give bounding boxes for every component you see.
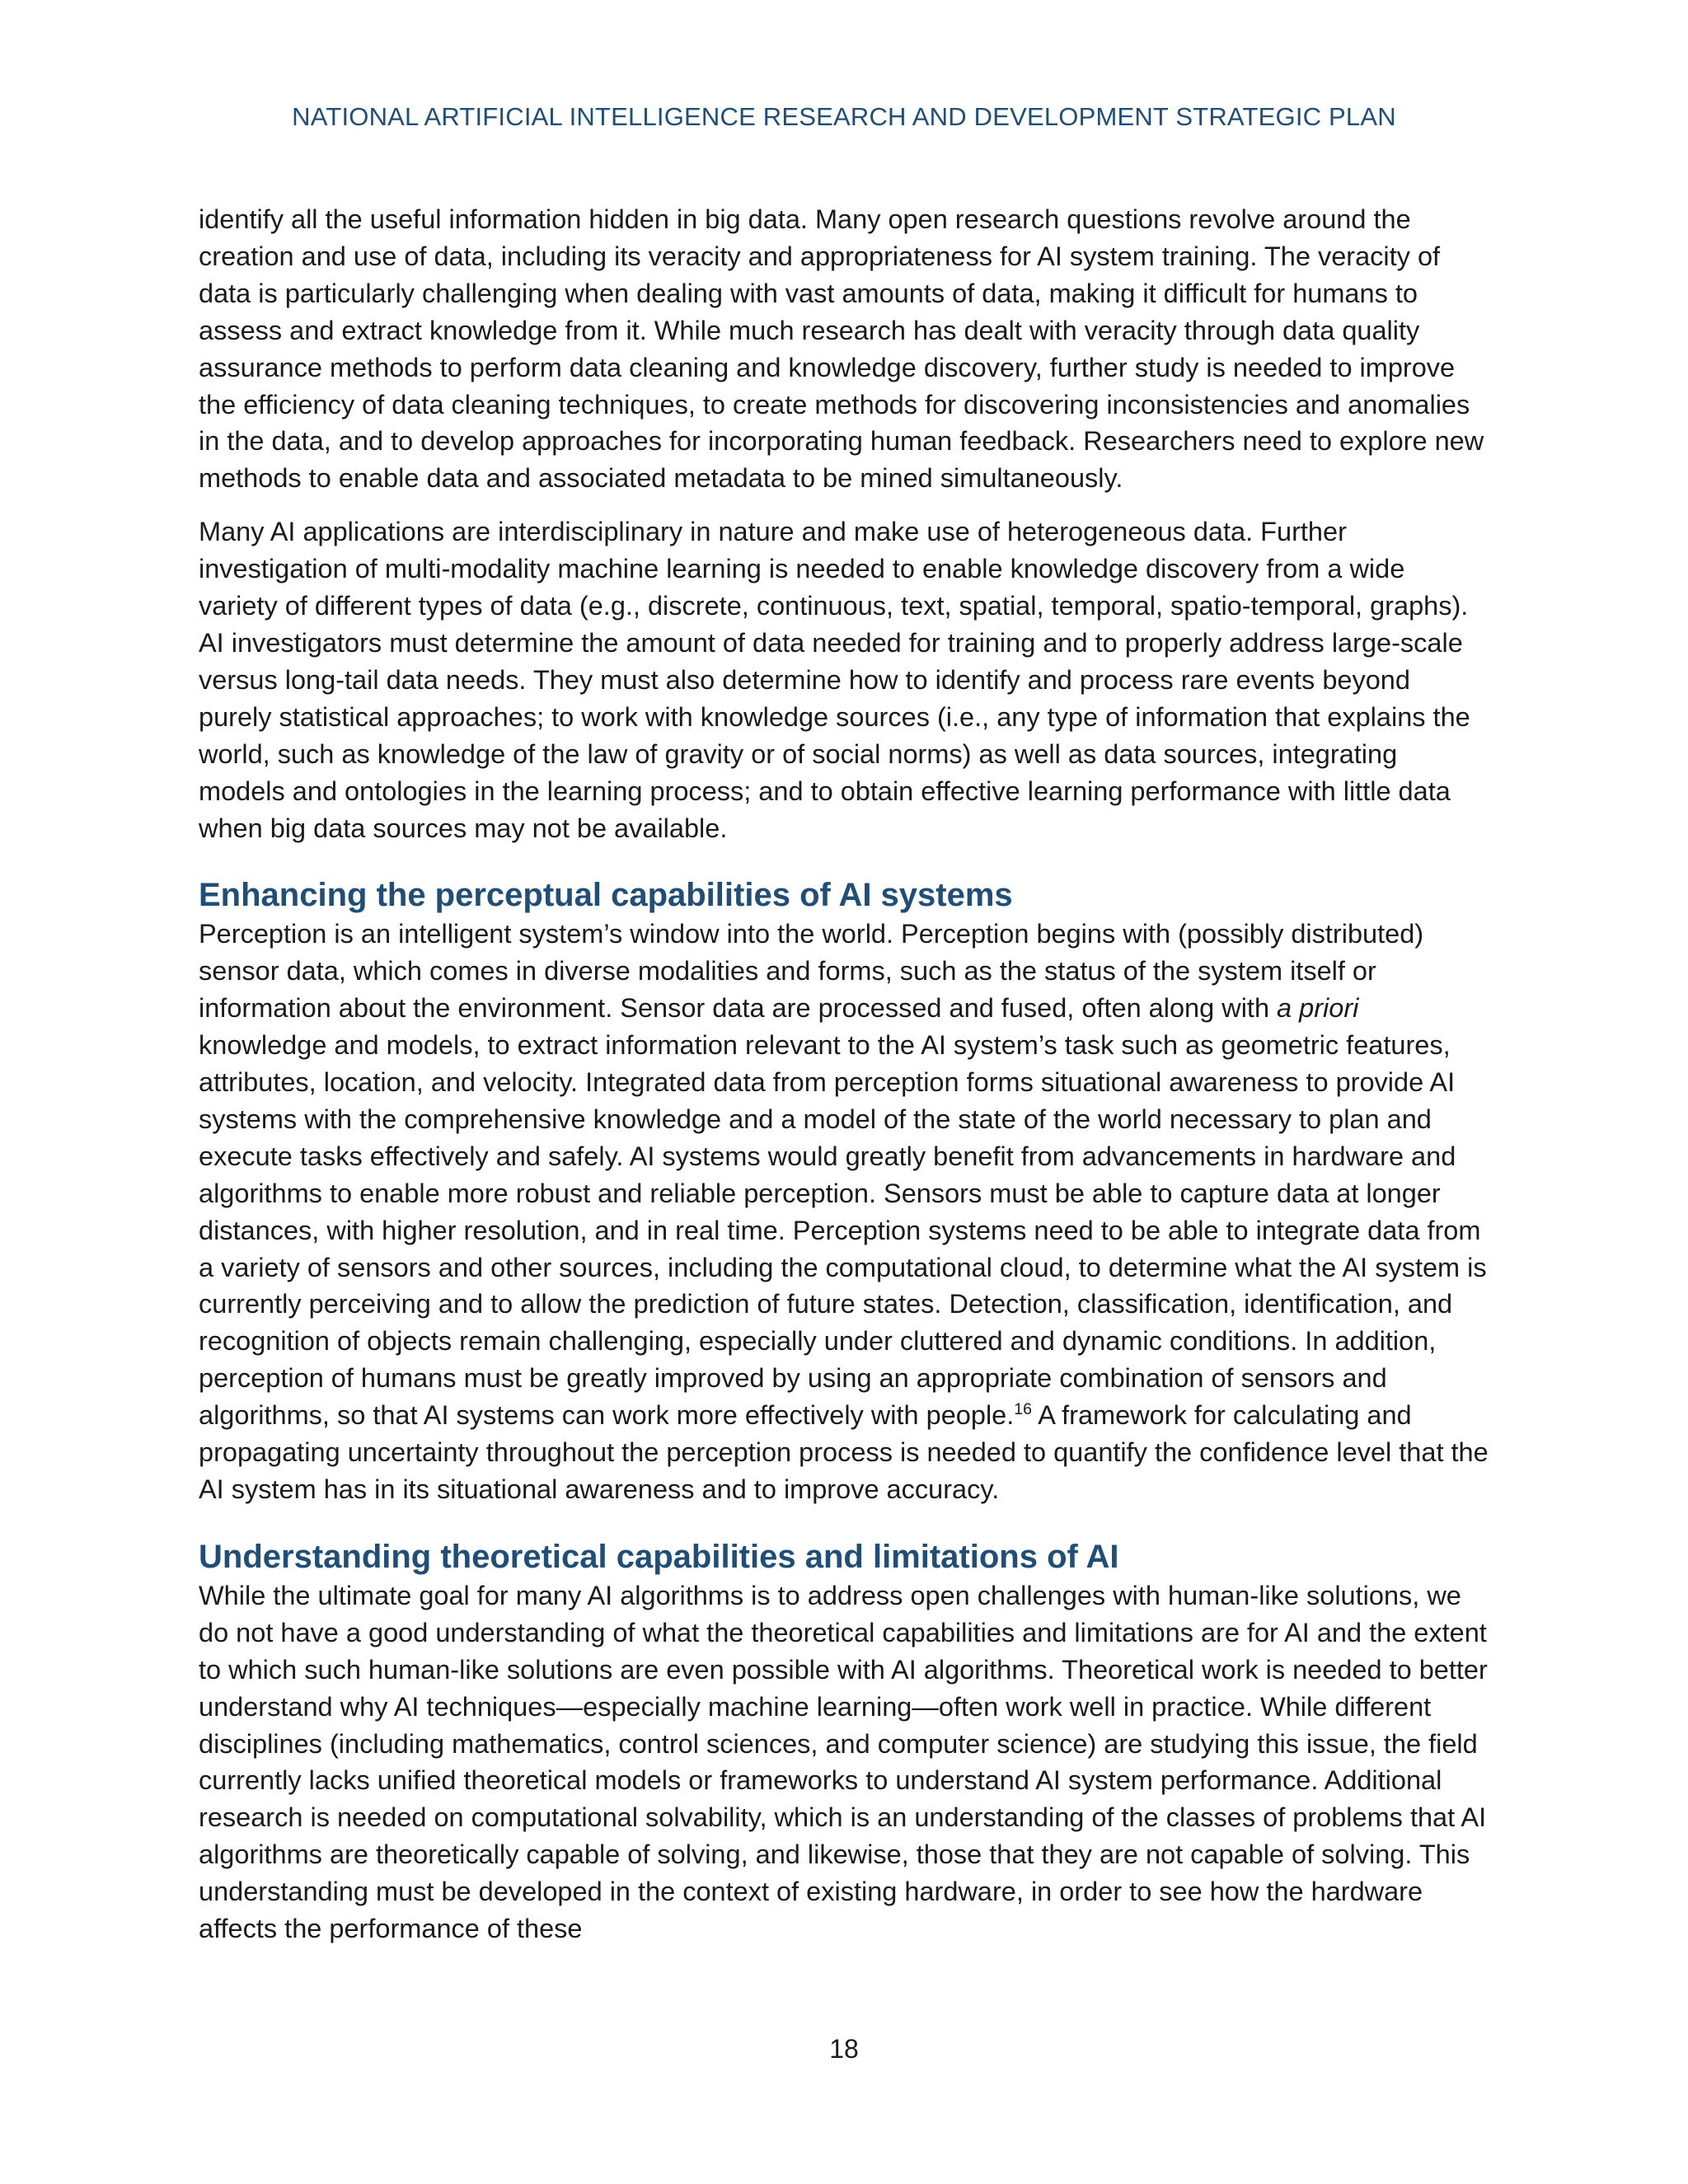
page-number: 18 bbox=[829, 2034, 859, 2064]
perception-text-part3: A framework for calculating and propagating uncertainty throughout the perception process is needed to quantify the confidence level that the AI system has in its situational awareness and to improve accuracy. bbox=[199, 1400, 1489, 1504]
footnote-reference: 16 bbox=[1014, 1400, 1032, 1419]
page-content bbox=[199, 201, 1489, 1964]
paragraph-theoretical-capabilities: While the ultimate goal for many AI algorithms is to address open challenges with human-like solutions, we do not have a good understanding of what the theoretical capabilities and limitations are for AI and the extent to which such human-like solutions are even possible with AI algorithms. Theoretical work is needed to better understand why AI techniques—especially machine learning—often work well in practice. While different disciplines (including mathematics, control sciences, and computer science) are studying this issue, the field currently lacks unified theoretical models or frameworks to understand AI system performance. Additional research is needed on computational solvability, which is an understanding of the classes of problems that AI algorithms are theoretically capable of solving, and likewise, those that they are not capable of solving. This understanding must be developed in the context of existing hardware, in order to see how the hardware affects the performance of these bbox=[199, 1580, 1488, 1944]
paragraph-heterogeneous-data: Many AI applications are interdisciplinary in nature and make use of heterogeneous data. Further investigation of multi-modality machine learning is needed to enable knowledge discovery from a wide variety of different types of data (e.g., discrete, continuous, text, spatial, temporal, spatio-temporal, graphs). AI investigators must determine the amount of data needed for training and to properly address large-scale versus long-tail data needs. They must also determine how to identify and process rare events beyond purely statistical approaches; to work with knowledge sources (i.e., any type of information that explains the world, such as knowledge of the law of gravity or of social norms) as well as data sources, integrating models and ontologies in the learning process; and to obtain effective learning performance with little data when big data sources may not be available. bbox=[199, 517, 1470, 843]
section-heading-perceptual-capabilities: Enhancing the perceptual capabilities of AI systems bbox=[199, 877, 1013, 914]
perception-text-part2: knowledge and models, to extract information relevant to the AI system’s task such as geometric features, attributes, location, and velocity. Integrated data from perception forms situational awareness to provide AI systems with the comprehensive knowledge and a model of the state of the world necessary to plan and execute tasks effectively and safely. AI systems would greatly benefit from advancements in hardware and algorithms to enable more robust and reliable perception. Sensors must be able to capture data at longer distances, with higher resolution, and in real time. Perception systems need to be able to integrate data from a variety of sensors and other sources, including the computational cloud, to determine what the AI system is currently perceiving and to allow the prediction of future states. Detection, classification, identification, and recognition of objects remain challenging, especially under cluttered and dynamic conditions. In addition, perception of humans must be greatly improved by using an appropriate combination of sensors and algorithms, so that AI systems can work more effectively with people. bbox=[199, 1030, 1487, 1431]
running-header: NATIONAL ARTIFICIAL INTELLIGENCE RESEARCH AND DEVELOPMENT STRATEGIC PLAN bbox=[292, 102, 1396, 131]
paragraph-perception bbox=[199, 916, 1489, 1508]
paragraph-big-data: identify all the useful information hidden in big data. Many open research questions revolve around the creation and use of data, including its veracity and appropriateness for AI system training. The veracity of data is particularly challenging when dealing with vast amounts of data, making it difficult for humans to assess and extract knowledge from it. While much research has dealt with veracity through data quality assurance methods to perform data cleaning and knowledge discovery, further study is needed to improve the efficiency of data cleaning techniques, to create methods for discovering inconsistencies and anomalies in the data, and to develop approaches for incorporating human feedback. Researchers need to explore new methods to enable data and associated metadata to be mined simultaneously. bbox=[199, 204, 1484, 494]
perception-text-part1: Perception is an intelligent system’s window into the world. Perception begins with (possibly distributed) sensor data, which comes in diverse modalities and forms, such as the status of the system itself or information about the environment. Sensor data are processed and fused, often along with bbox=[199, 919, 1424, 1024]
section-heading-theoretical-capabilities: Understanding theoretical capabilities and limitations of AI bbox=[199, 1538, 1119, 1575]
perception-italic-a-priori: a priori bbox=[1277, 993, 1359, 1024]
